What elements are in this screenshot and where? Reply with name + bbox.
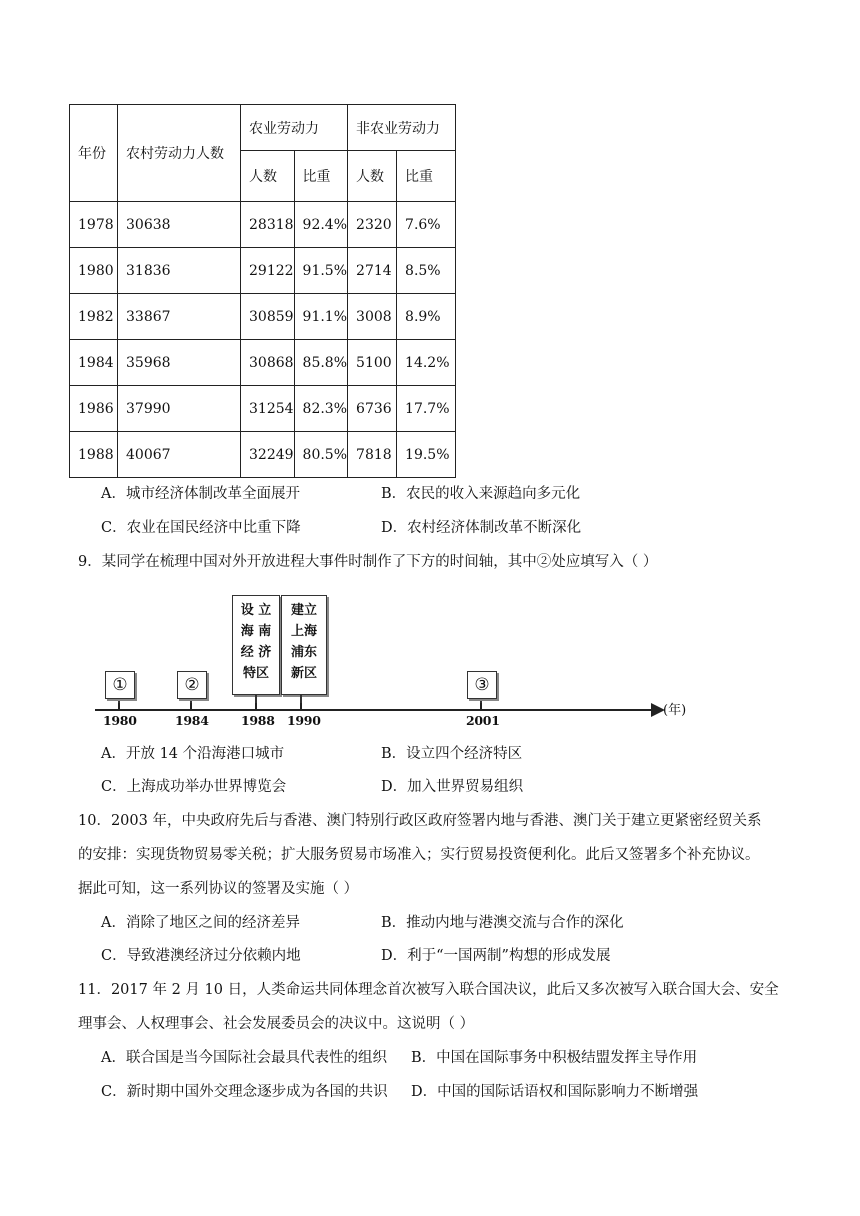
cell-agri-ratio: 92.4% — [294, 202, 347, 248]
cell-rural-labor: 40067 — [118, 432, 241, 478]
cell-agri-ratio: 82.3% — [294, 386, 347, 432]
table-row — [70, 294, 456, 340]
q8-option-a: A．城市经济体制改革全面展开 — [101, 486, 300, 502]
table-row — [70, 340, 456, 386]
cell-nonagri-count: 6736 — [348, 386, 397, 432]
cell-rural-labor: 30638 — [118, 202, 241, 248]
q10-stem-line-1: 10．2003 年，中央政府先后与香港、澳门特别行政区政府签署内地与香港、澳门关于建立更紧密经贸关系 — [78, 813, 762, 829]
year-label-1980: 1980 — [103, 713, 137, 728]
event-1990-line: 上海 — [290, 624, 317, 639]
timeline-mark-2: ② — [177, 671, 207, 699]
q10-option-b: B．推动内地与港澳交流与合作的深化 — [381, 915, 624, 931]
q11-option-d: D．中国的国际话语权和国际影响力不断增强 — [411, 1084, 699, 1100]
q8-option-b: B．农民的收入来源趋向多元化 — [381, 486, 581, 502]
cell-nonagri-count: 7818 — [348, 432, 397, 478]
event-1990-line: 浦东 — [290, 645, 317, 660]
event-1988-line: 海 南 — [240, 624, 272, 639]
cell-rural-labor: 33867 — [118, 294, 241, 340]
event-1990-line: 新区 — [290, 666, 317, 681]
q10-stem-line-2: 的安排：实现货物贸易零关税；扩大服务贸易市场准入；实行贸易投资便利化。此后又签署多个补充协议。 — [78, 847, 760, 863]
event-1990-line: 建立 — [290, 603, 317, 618]
event-box-1990 — [281, 595, 327, 695]
cell-nonagri-count: 2714 — [348, 248, 397, 294]
header-agri-ratio: 比重 — [294, 151, 347, 202]
q11-stem-line-2: 理事会、人权理事会、社会发展委员会的决议中。这说明（ ） — [78, 1016, 475, 1032]
header-rural-labor: 农村劳动力人数 — [118, 105, 241, 202]
header-agri: 农业劳动力 — [241, 105, 348, 151]
q11-option-a: A．联合国是当今国际社会最具代表性的组织 — [101, 1050, 387, 1066]
cell-nonagri-ratio: 17.7% — [397, 386, 456, 432]
cell-agri-ratio: 91.5% — [294, 248, 347, 294]
timeline-mark-1: ① — [105, 671, 135, 699]
cell-rural-labor: 37990 — [118, 386, 241, 432]
cell-agri-ratio: 85.8% — [294, 340, 347, 386]
cell-year: 1986 — [70, 386, 118, 432]
q11-option-b: B．中国在国际事务中积极结盟发挥主导作用 — [411, 1050, 698, 1066]
cell-agri-count: 30859 — [241, 294, 295, 340]
header-nonagri-ratio: 比重 — [397, 151, 456, 202]
q8-option-c: C．农业在国民经济中比重下降 — [101, 520, 301, 536]
q9-stem: 9．某同学在梳理中国对外开放进程大事件时制作了下方的时间轴，其中②处应填写入（ ） — [78, 554, 658, 570]
cell-year: 1978 — [70, 202, 118, 248]
event-1988-line: 经 济 — [240, 645, 272, 660]
table-row — [70, 248, 456, 294]
timeline-mark-3: ③ — [467, 671, 497, 699]
cell-rural-labor: 31836 — [118, 248, 241, 294]
header-nonagri-count: 人数 — [348, 151, 397, 202]
cell-agri-ratio: 91.1% — [294, 294, 347, 340]
cell-agri-count: 32249 — [241, 432, 295, 478]
cell-nonagri-count: 3008 — [348, 294, 397, 340]
header-nonagri: 非农业劳动力 — [348, 105, 456, 151]
cell-rural-labor: 35968 — [118, 340, 241, 386]
cell-nonagri-ratio: 7.6% — [397, 202, 456, 248]
cell-nonagri-ratio: 8.5% — [397, 248, 456, 294]
cell-year: 1988 — [70, 432, 118, 478]
q9-option-d: D．加入世界贸易组织 — [381, 779, 524, 795]
q9-option-a: A．开放 14 个沿海港口城市 — [101, 746, 285, 762]
cell-nonagri-count: 5100 — [348, 340, 397, 386]
year-label-1990: 1990 — [287, 713, 321, 728]
table-row — [70, 432, 456, 478]
tick-1988 — [255, 703, 257, 711]
cell-year: 1984 — [70, 340, 118, 386]
cell-agri-ratio: 80.5% — [294, 432, 347, 478]
header-agri-count: 人数 — [241, 151, 295, 202]
rural-labor-table — [69, 104, 456, 478]
q9-option-b: B．设立四个经济特区 — [381, 746, 523, 762]
header-year: 年份 — [70, 105, 118, 202]
q10-option-c: C．导致港澳经济过分依赖内地 — [101, 948, 301, 964]
tick-1984 — [190, 703, 192, 711]
year-label-2001: 2001 — [466, 713, 500, 728]
cell-agri-count: 30868 — [241, 340, 295, 386]
cell-agri-count: 28318 — [241, 202, 295, 248]
event-1988-line: 设 立 — [240, 603, 272, 618]
cell-nonagri-count: 2320 — [348, 202, 397, 248]
opening-up-timeline — [85, 585, 685, 735]
year-label-1988: 1988 — [241, 713, 275, 728]
event-box-1988 — [232, 595, 280, 695]
q10-option-d: D．利于“一国两制”构想的形成发展 — [381, 948, 611, 964]
cell-agri-count: 29122 — [241, 248, 295, 294]
timeline-axis — [95, 709, 655, 711]
event-1988-line: 特区 — [242, 666, 269, 681]
cell-year: 1982 — [70, 294, 118, 340]
table-row — [70, 202, 456, 248]
cell-nonagri-ratio: 8.9% — [397, 294, 456, 340]
year-label-1984: 1984 — [175, 713, 209, 728]
cell-nonagri-ratio: 14.2% — [397, 340, 456, 386]
q10-stem-line-3: 据此可知，这一系列协议的签署及实施（ ） — [78, 881, 359, 897]
tick-1980 — [118, 703, 120, 711]
timeline-unit: (年) — [663, 703, 687, 718]
q8-option-d: D．农村经济体制改革不断深化 — [381, 520, 582, 536]
q9-option-c: C．上海成功举办世界博览会 — [101, 779, 287, 795]
tick-1990 — [300, 703, 302, 711]
q10-option-a: A．消除了地区之间的经济差异 — [101, 915, 300, 931]
tick-2001 — [480, 703, 482, 711]
cell-nonagri-ratio: 19.5% — [397, 432, 456, 478]
table-row — [70, 386, 456, 432]
q11-option-c: C．新时期中国外交理念逐步成为各国的共识 — [101, 1084, 388, 1100]
cell-agri-count: 31254 — [241, 386, 295, 432]
cell-year: 1980 — [70, 248, 118, 294]
q11-stem-line-1: 11．2017 年 2 月 10 日，人类命运共同体理念首次被写入联合国决议，此后又多次被写入联合国大会、安全 — [78, 982, 779, 998]
